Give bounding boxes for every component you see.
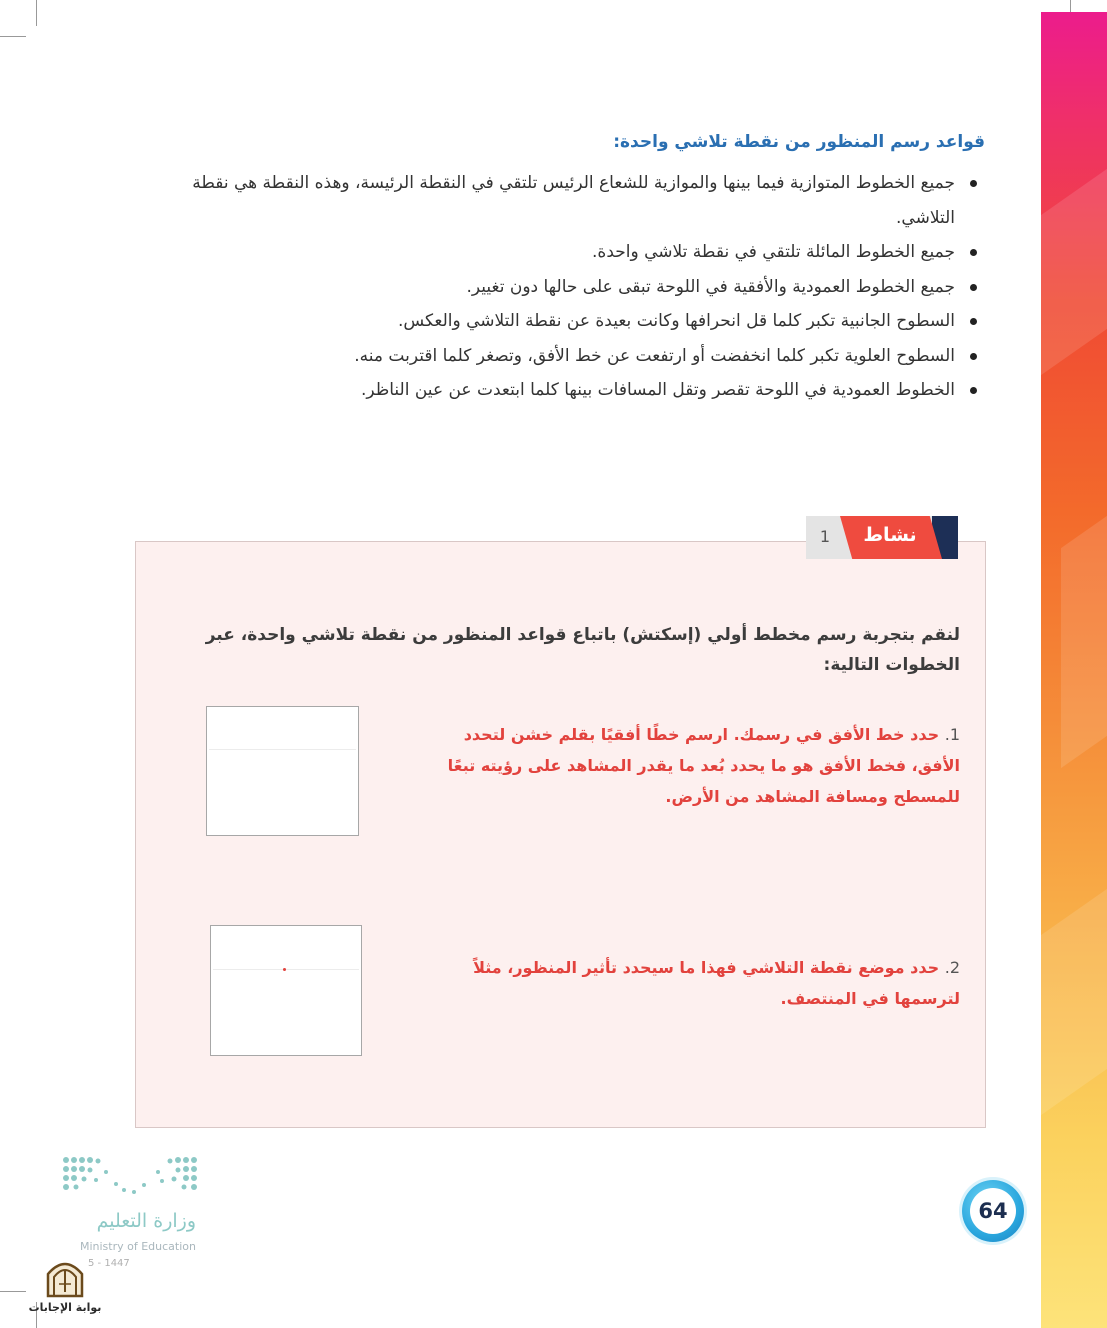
horizon-line bbox=[209, 749, 356, 750]
sketch-box-vanishing-point bbox=[210, 925, 362, 1056]
section-heading: قواعد رسم المنظور من نقطة تلاشي واحدة: bbox=[613, 132, 985, 152]
answers-site-label: بوابة الإجابات bbox=[28, 1301, 102, 1314]
crop-mark bbox=[0, 36, 26, 37]
activity-instruction: لنقم بتجربة رسم مخطط أولي (إسكتش) باتباع قواعد المنظور من نقطة تلاشي واحدة، عبر الخطوات التالية: bbox=[205, 625, 960, 675]
ministry-year: 5 - 1447 bbox=[88, 1258, 130, 1269]
ministry-name-english: Ministry of Education bbox=[79, 1240, 196, 1253]
rule-item: السطوح الجانبية تكبر كلما قل انحرافها وكانت بعيدة عن نقطة التلاشي والعكس. bbox=[144, 304, 979, 339]
step-number: 2. bbox=[944, 958, 960, 977]
answers-arch-logo-icon bbox=[44, 1256, 86, 1298]
step-text: حدد موضع نقطة التلاشي فهذا ما سيحدد تأثير المنظور، مثلاً لترسمها في المنتصف. bbox=[473, 958, 960, 1008]
activity-tab-label: نشاط bbox=[863, 524, 917, 546]
strip-facet bbox=[1041, 889, 1107, 1115]
page-number-badge bbox=[962, 1180, 1024, 1242]
step-text: حدد خط الأفق في رسمك. ارسم خطًا أفقيًا بقلم خشن لتحدد الأفق، فخط الأفق هو ما يحدد بُعد ما يقدر المشاهد على رؤيته تبعًا للمسطح ومسافة المشاهد من الأرض. bbox=[447, 725, 960, 806]
vanishing-point-dot-icon bbox=[283, 968, 286, 971]
activity-step-1 bbox=[430, 719, 960, 812]
ministry-dots-logo-icon bbox=[62, 1154, 198, 1200]
crop-mark bbox=[0, 1291, 26, 1292]
crop-mark bbox=[36, 0, 37, 26]
page-number: 64 bbox=[970, 1188, 1016, 1234]
step-number: 1. bbox=[944, 725, 960, 744]
rule-item: جميع الخطوط المائلة تلتقي في نقطة تلاشي واحدة. bbox=[144, 235, 979, 270]
rules-list bbox=[144, 166, 979, 408]
sketch-box-horizon bbox=[206, 706, 359, 836]
rule-item: جميع الخطوط العمودية والأفقية في اللوحة تبقى على حالها دون تغيير. bbox=[144, 270, 979, 305]
strip-facet bbox=[1041, 169, 1107, 375]
strip-facet bbox=[1061, 516, 1107, 768]
activity-step-2 bbox=[430, 952, 960, 1014]
horizon-line bbox=[213, 969, 359, 970]
activity-tab-number: 1 bbox=[819, 527, 831, 546]
rule-item: الخطوط العمودية في اللوحة تقصر وتقل المسافات بينها كلما ابتعدت عن عين الناظر. bbox=[144, 373, 979, 408]
ministry-name-arabic: وزارة التعليم bbox=[96, 1210, 196, 1232]
rule-item: السطوح العلوية تكبر كلما انخفضت أو ارتفعت عن خط الأفق، وتصغر كلما اقتربت منه. bbox=[144, 339, 979, 374]
rule-item: جميع الخطوط المتوازية فيما بينها والموازية للشعاع الرئيس تلتقي في النقطة الرئيسة، وهذه النقطة هي نقطة التلاشي. bbox=[144, 166, 979, 235]
decorative-side-strip bbox=[1041, 12, 1107, 1328]
